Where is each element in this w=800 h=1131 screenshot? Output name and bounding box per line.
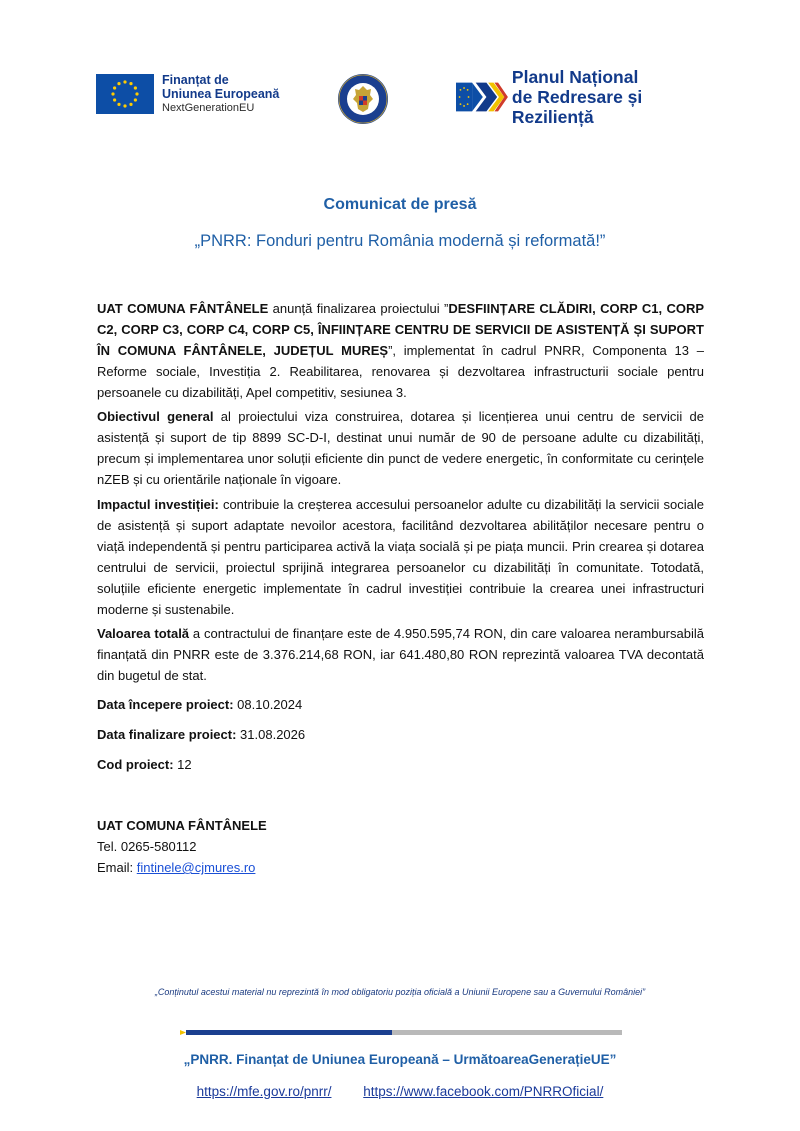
contact-org: UAT COMUNA FÂNTÂNELE xyxy=(97,818,267,833)
press-release-subtitle: „PNRR: Fonduri pentru România modernă și reformată!” xyxy=(194,232,606,250)
org-name: UAT COMUNA FÂNTÂNELE xyxy=(97,301,269,316)
start-date-label: Data începere proiect: xyxy=(97,697,234,712)
pnrr-chevrons-icon xyxy=(456,79,508,115)
footer-divider-bar xyxy=(180,1022,622,1027)
objective-paragraph xyxy=(97,406,704,490)
eu-star-icon xyxy=(129,82,132,85)
end-date-value: 31.08.2026 xyxy=(236,727,306,742)
eu-star-icon xyxy=(123,80,126,83)
pnrr-logo-text xyxy=(512,67,706,127)
eu-star-icon xyxy=(134,98,137,101)
intro-text: anunță finalizarea proiectului ” xyxy=(268,301,449,316)
press-release-title: Comunicat de presă xyxy=(323,196,477,213)
footer-disclaimer: „Conținutul acestui material nu reprezintă în mod obligatoriu poziția oficială a Uniunii Europene sau a Guvernului României” xyxy=(154,987,646,997)
impact-text: contribuie la creșterea accesului persoanelor adulte cu dizabilități la servicii sociale de asistență și suport adaptate nevoilor acestora, facilitând dezvoltarea abilităților necesare pentru o viață independentă și pentru participarea activă la viața socială și pe piața muncii. Prin crearea și dotarea centrului de servicii, proiectul sprijină integrarea persoanelor cu dizabilități în comunitate. Totodată, soluțiile eficiente energetic implementate în cadrul investiției contribuie la crearea unei infrastructuri moderne și sustenabile. xyxy=(97,497,704,617)
eu-logo-line1: Finanțat de xyxy=(162,73,229,87)
footer-title: „PNRR. Finanțat de Uniunea Europeană – UrmătoareaGenerațieUE” xyxy=(183,1052,617,1067)
value-text: a contractului de finanțare este de 4.950.595,74 RON, din care valoarea nerambursabilă finanțată din PNRR este de 3.376.214,68 RON, iar 641.480,80 RON reprezintă valoarea TVA decontată din bugetul de stat. xyxy=(97,626,704,683)
intro-text-2: ”, implementat în cadrul PNRR, Componenta 13 – Reforme sociale, Investiția 2. Reabilitarea, renovarea și dezvoltarea infrastructurii sociale pentru persoanele cu dizabilități, Apel competitiv, sesiunea 3. xyxy=(97,343,704,400)
project-code-field xyxy=(97,754,192,775)
eu-star-icon xyxy=(129,103,132,106)
end-date-field xyxy=(97,724,305,745)
objective-label: Obiectivul general xyxy=(97,409,214,424)
end-date-label: Data finalizare proiect: xyxy=(97,727,237,742)
intro-paragraph xyxy=(97,298,704,403)
eu-star-icon xyxy=(117,103,120,106)
eu-star-icon xyxy=(123,104,126,107)
eu-flag-icon xyxy=(96,74,154,114)
project-name: DESFIINȚARE CLĂDIRI, CORP C1, CORP C2, CORP C3, CORP C4, CORP C5, ÎNFIINȚARE CENTRU DE SERVICII DE ASISTENȚĂ ȘI SUPORT ÎN COMUNA FÂNTÂNELE, JUDEȚUL MUREȘ xyxy=(97,301,704,358)
footer-links xyxy=(0,1084,800,1099)
eu-star-icon xyxy=(134,86,137,89)
start-date-field xyxy=(97,694,302,715)
impact-label: Impactul investiției: xyxy=(97,497,219,512)
contact-block xyxy=(97,815,267,878)
pnrr-logo xyxy=(456,67,706,127)
value-paragraph xyxy=(97,623,704,686)
impact-paragraph xyxy=(97,494,704,620)
contact-phone: Tel. 0265-580112 xyxy=(97,839,197,854)
eu-star-icon xyxy=(117,82,120,85)
romanian-government-seal xyxy=(337,73,389,125)
eu-logo-text xyxy=(162,73,279,115)
value-label: Valoarea totală xyxy=(97,626,190,641)
eu-funding-logo xyxy=(96,72,296,116)
pnrr-logo-line1: Planul Național xyxy=(511,67,639,87)
objective-text: al proiectului viza construirea, dotarea și licențierea unui centru de servicii de asistență și suport de tip 8899 SC-D-I, destinat unui număr de 90 de persoane adulte cu dizabilități, precum și implementarea unor soluții eficiente din punct de vedere energetic, în conformitate cu cerințele nZEB și cu orientările naționale în vigoare. xyxy=(97,409,705,487)
contact-email-label: Email: xyxy=(97,860,137,875)
contact-email-link[interactable]: fintinele@cjmures.ro xyxy=(136,860,256,875)
eu-star-icon xyxy=(113,86,116,89)
pnrr-logo-line2: de Redresare și Reziliență xyxy=(511,87,643,127)
eu-star-icon xyxy=(111,92,114,95)
facebook-pnrr-link[interactable]: https://www.facebook.com/PNRROficial/ xyxy=(363,1084,604,1099)
eu-star-icon xyxy=(113,98,116,101)
eu-logo-line3: NextGenerationEU xyxy=(162,102,255,114)
project-code-label: Cod proiect: xyxy=(97,757,174,772)
eu-logo-line2: Uniunea Europeană xyxy=(162,87,280,101)
eu-star-icon xyxy=(135,92,138,95)
mfe-pnrr-link[interactable]: https://mfe.gov.ro/pnrr/ xyxy=(196,1084,332,1099)
project-code-value: 12 xyxy=(173,757,192,772)
start-date-value: 08.10.2024 xyxy=(233,697,303,712)
